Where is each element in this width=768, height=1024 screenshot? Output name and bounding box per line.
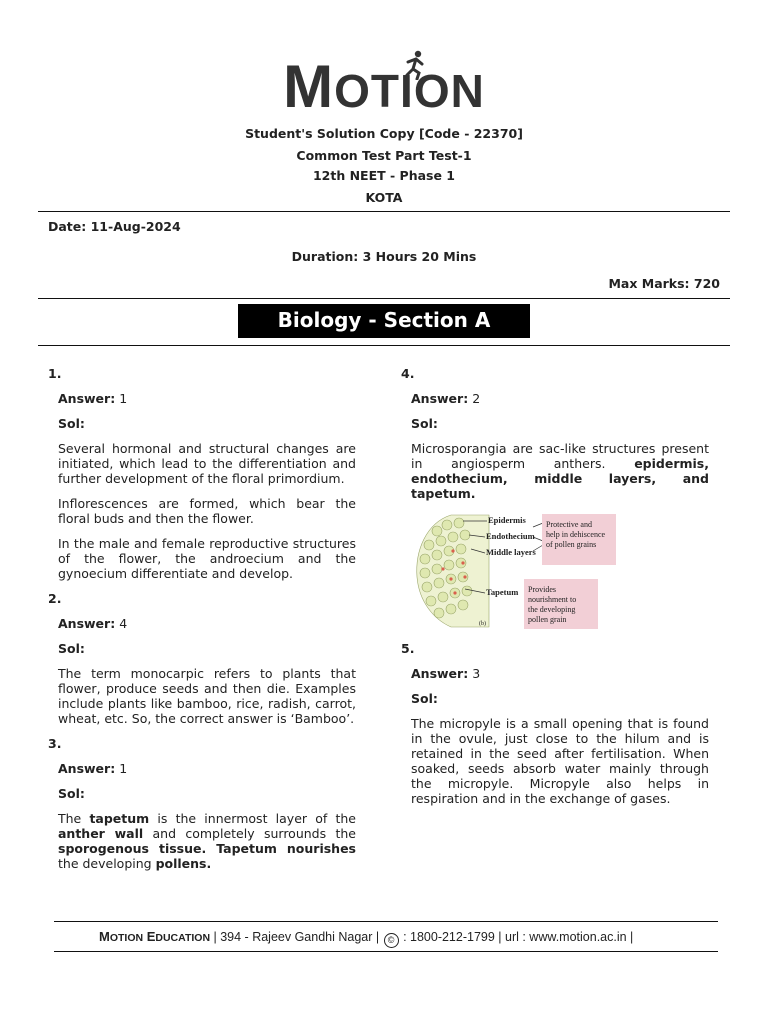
answer-value: 1 [119,391,128,406]
solution-label: Sol: [58,786,85,801]
answer-value: 2 [472,391,481,406]
solution-label: Sol: [58,416,85,431]
brand-smallcaps: DUCATION [155,932,211,944]
solution-paragraph: The micropyle is a small opening that is found in the ovule, just close to the hilum and is retained in the seed after fertilisation. When soaked, seeds absorb water mainly through the micropyle. Micropyle also helps in respiration and in the exchange of gases. [411,716,709,806]
answer-value: 3 [472,666,481,681]
box1-line: of pollen grains [546,540,597,549]
label-tapetum: Tapetum [486,587,519,597]
solution-paragraph [411,441,709,501]
text-run: and completely surrounds the [143,826,356,841]
motion-logo [0,52,768,126]
anther-wall-diagram [411,511,709,629]
solution-paragraph: Several hormonal and structural changes are initiated, which lead to the differentiation and further development of the floral primordium. [58,441,356,486]
footer-brand [99,929,210,944]
bold-term: anther wall [58,826,144,841]
box2-line: nourishment to [528,595,577,604]
question-number: 4. [401,366,415,381]
logo-rest: OTION [334,65,485,117]
question-number: 3. [48,736,62,751]
footer-contact [99,929,633,948]
section-title: Biology - Section A [238,304,530,338]
exam-duration: Duration: 3 Hours 20 Mins [291,249,477,264]
test-name: Common Test Part Test-1 [296,148,472,163]
brand-letter: E [146,929,156,944]
answer-value: 1 [119,761,128,776]
left-column [48,366,356,881]
center-name: KOTA [365,190,403,205]
solution-paragraph: Inflorescences are formed, which bear the floral buds and then the flower. [58,496,356,526]
footer-rule-bottom [54,951,718,952]
question-number: 5. [401,641,415,656]
bold-term: epidermis, endothecium, middle layers, and tapetum. [411,456,709,501]
runner-icon [402,50,428,80]
brand-smallcaps: OTION [109,932,144,944]
right-column [401,366,709,816]
answer-line [58,391,356,406]
solution-paragraph: The term monocarpic refers to plants that flower, produce seeds and then die. Examples include plants like bamboo, rice, radish, carrot, wheat, etc. So, the correct answer is ‘Bamboo’. [58,666,356,726]
phone-icon: © [384,933,399,948]
answer-label: Answer: [58,616,116,631]
question-1 [48,366,356,581]
class-phase: 12th NEET - Phase 1 [312,168,456,183]
text-run: the developing [58,856,156,871]
box2-line: the developing [528,605,576,614]
box2-line: Provides [528,585,556,594]
logo-main-letter: M [283,53,335,120]
question-2 [48,591,356,726]
bold-term: pollens. [155,856,212,871]
question-number: 1. [48,366,62,381]
anther-wall-figure [411,511,709,629]
text-run: is the innermost layer of the [149,811,356,826]
answer-label: Answer: [58,761,116,776]
solution-label: Sol: [411,416,438,431]
divider-mid [38,298,730,299]
answer-label: Answer: [411,391,469,406]
label-epidermis: Epidermis [488,515,526,525]
solution-paragraph: In the male and female reproductive structures of the flower, the androecium and the gynoecium differentiate and develop. [58,536,356,581]
answer-value: 4 [119,616,128,631]
answer-line [58,616,356,631]
question-4 [401,366,709,629]
text-run: The [58,811,90,826]
answer-line [58,761,356,776]
answer-line [411,666,709,681]
footer-address: | 394 - Rajeev Gandhi Nagar | [210,930,383,944]
question-3 [48,736,356,871]
figure-corner-mark: (b) [479,621,486,627]
question-5 [401,641,709,806]
box2-line: pollen grain [528,615,567,624]
solution-label: Sol: [411,691,438,706]
label-middle-layers: Middle layers [486,547,536,557]
box1-line: help in dehiscence [546,530,606,539]
brand-letter: M [99,929,110,944]
answer-line [411,391,709,406]
solution-label: Sol: [58,641,85,656]
question-number: 2. [48,591,62,606]
bold-term: sporogenous tissue. Tapetum nourishes [58,841,356,856]
solution-copy-code: Student's Solution Copy [Code - 22370] [245,126,523,141]
divider-section [38,345,730,346]
exam-date: Date: 11-Aug-2024 [48,219,181,234]
answer-label: Answer: [411,666,469,681]
max-marks: Max Marks: 720 [608,276,720,291]
bold-term: tapetum [89,811,150,826]
label-endothecium: Endothecium [486,531,535,541]
box1-line: Protective and [546,520,592,529]
text-run: Microsporangia are sac-like structures present in angiosperm anthers. [411,441,709,471]
solution-paragraph [58,811,356,871]
footer-phone-url: : 1800-212-1799 | url : www.motion.ac.in | [399,930,634,944]
answer-label: Answer: [58,391,116,406]
divider-top [38,211,730,212]
footer-rule-top [54,921,718,922]
